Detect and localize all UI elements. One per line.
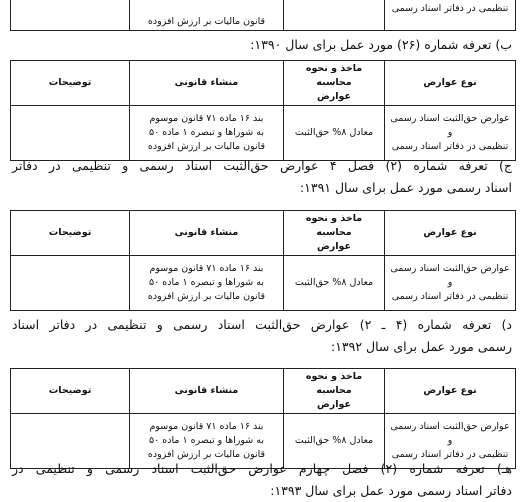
tariff-table-1390 (10, 60, 516, 161)
cell-type: عوارض حق‌الثبت اسناد رسمی و تنظیمی در دفاتر اسناد رسمی (385, 106, 516, 161)
cell-base: معادل ۸% حق‌الثبت (284, 414, 385, 469)
header-legal: منشاء قانونی (130, 61, 284, 106)
cell-notes (11, 256, 130, 311)
paragraph-b: ب) تعرفه شماره (۲۶) مورد عمل برای سال ۱۳۹۰: (250, 37, 512, 52)
cell-type: تنظیمی در دفاتر اسناد رسمی (385, 0, 516, 31)
header-base: ماخذ و نحوه محاسبه عوارض (284, 211, 385, 256)
cell-legal: قانون مالیات بر ارزش افزوده (130, 0, 284, 31)
header-legal: منشاء قانونی (130, 211, 284, 256)
cell-legal: بند ۱۶ ماده ۷۱ قانون موسوم به شوراها و تبصره ۱ ماده ۵۰ قانون مالیات بر ارزش افزوده (130, 256, 284, 311)
paragraph-j-line1: ج) تعرفه شماره (۲) فصل ۴ عوارض حق‌الثبت اسناد رسمی و تنظیمی در دفاتر (12, 158, 512, 173)
paragraph-d-line2: رسمی مورد عمل برای سال ۱۳۹۲: (330, 339, 512, 354)
cell-notes (11, 0, 130, 31)
header-legal: منشاء قانونی (130, 369, 284, 414)
cell-notes (11, 106, 130, 161)
table-top-partial (10, 0, 516, 31)
header-type: نوع عوارض (385, 61, 516, 106)
tariff-table-1391 (10, 210, 516, 311)
header-notes: توضیحات (11, 61, 130, 106)
cell-base: معادل ۸% حق‌الثبت (284, 256, 385, 311)
paragraph-h-line2: دفاتر اسناد رسمی مورد عمل برای سال ۱۳۹۳: (270, 483, 512, 498)
cell-type: عوارض حق‌الثبت اسناد رسمی و تنظیمی در دفاتر اسناد رسمی (385, 256, 516, 311)
paragraph-h (12, 458, 512, 502)
cell-base (284, 0, 385, 31)
header-type: نوع عوارض (385, 211, 516, 256)
tariff-table-1392 (10, 368, 516, 469)
cell-legal: بند ۱۶ ماده ۷۱ قانون موسوم به شوراها و تبصره ۱ ماده ۵۰ قانون مالیات بر ارزش افزوده (130, 106, 284, 161)
paragraph-h-line1: هـ) تعرفه شماره (۲) فصل چهارم عوارض حق‌الثبت اسناد رسمی و تنظیمی در (12, 461, 512, 476)
header-base: ماخذ و نحوه محاسبه عوارض (284, 61, 385, 106)
paragraph-d-line1: د) تعرفه شماره (۴ ـ ۲) عوارض حق‌الثبت اسناد رسمی و تنظیمی در دفاتر اسناد (12, 317, 512, 332)
paragraph-d (12, 314, 512, 358)
paragraph-j-line2: اسناد رسمی مورد عمل برای سال ۱۳۹۱: (299, 180, 512, 195)
header-base: ماخذ و نحوه محاسبه عوارض (284, 369, 385, 414)
cell-legal: بند ۱۶ ماده ۷۱ قانون موسوم به شوراها و تبصره ۱ ماده ۵۰ قانون مالیات بر ارزش افزوده (130, 414, 284, 469)
cell-type: عوارض حق‌الثبت اسناد رسمی و تنظیمی در دفاتر اسناد رسمی (385, 414, 516, 469)
paragraph-j (12, 155, 512, 199)
header-notes: توضیحات (11, 369, 130, 414)
header-type: نوع عوارض (385, 369, 516, 414)
header-notes: توضیحات (11, 211, 130, 256)
cell-base: معادل ۸% حق‌الثبت (284, 106, 385, 161)
